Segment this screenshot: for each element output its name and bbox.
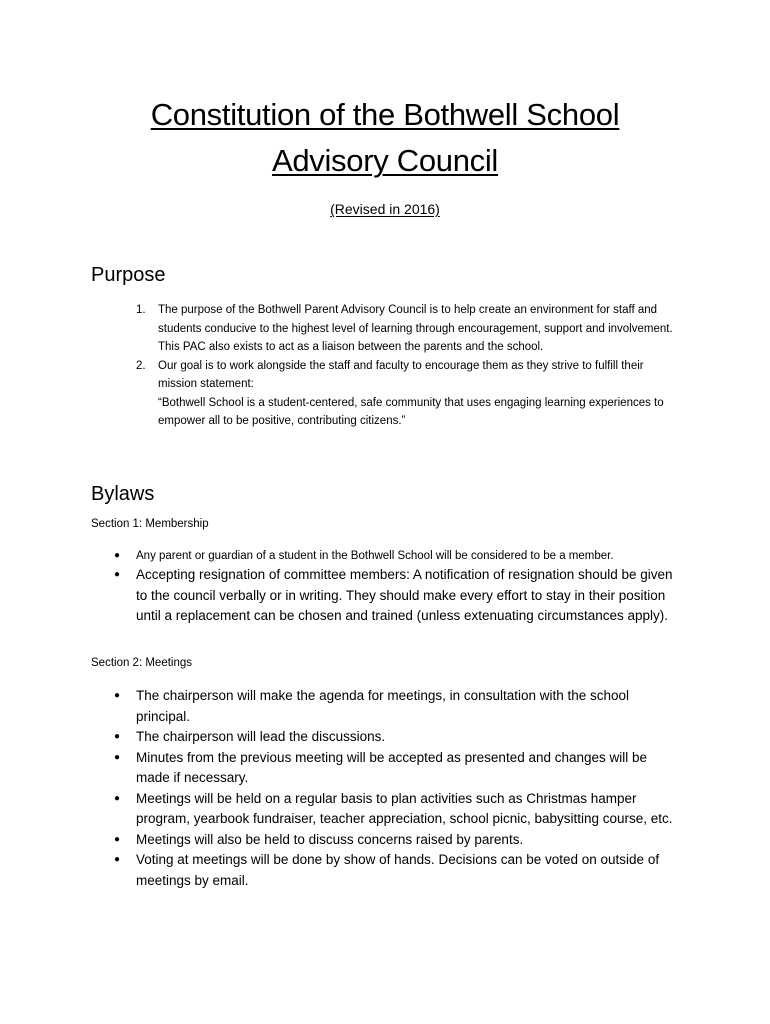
list-item-text: Voting at meetings will be done by show of hands. Decisions can be voted on outside of meetings by email. [136, 852, 660, 888]
bullet-icon: ● [114, 792, 121, 804]
document-title-line-1: Constitution of the Bothwell School [150, 97, 620, 132]
list-item-text: Meetings will be held on a regular basis to plan activities such as Christmas hamper program, yearbook fundraiser, teacher appreciation, school picnic, babysitting course, etc. [136, 790, 673, 826]
list-item [114, 748, 680, 789]
section-2-title: Section 2: Meetings [91, 657, 193, 669]
bullet-icon: ● [114, 731, 121, 742]
section-1-title: Section 1: Membership [91, 518, 209, 530]
purpose-item-2 [136, 357, 676, 431]
purpose-item-text: The purpose of the Bothwell Parent Advisory Council is to help create an environment for staff and students conducive to the highest level of learning through encouragement, support and involvement. This PAC also exists to act as a liaison between the parents and the school. [158, 304, 673, 353]
list-item-text: Accepting resignation of committee members: A notification of resignation should be given to the council verbally or in writing. They should make every effort to stay in their position until a replacement can be chosen and trained (unless extenuating circumstances apply). [136, 567, 673, 623]
bullet-icon: ● [114, 751, 121, 763]
purpose-item-number: 1. [136, 304, 146, 316]
list-item [114, 789, 680, 830]
list-item-text: Any parent or guardian of a student in the Bothwell School will be considered to be a member. [136, 550, 614, 562]
membership-list [114, 547, 680, 627]
purpose-list [136, 301, 676, 431]
list-item [114, 830, 680, 851]
list-item [114, 686, 680, 727]
list-item-text: Meetings will also be held to discuss concerns raised by parents. [136, 831, 524, 847]
list-item [114, 727, 680, 748]
list-item [114, 565, 680, 627]
purpose-heading: Purpose [91, 264, 166, 286]
meetings-list [114, 686, 680, 891]
list-item [114, 547, 680, 565]
bullet-icon: ● [114, 833, 121, 845]
bullet-icon: ● [114, 550, 121, 561]
bullet-icon: ● [114, 854, 121, 865]
list-item [114, 850, 680, 891]
bylaws-heading: Bylaws [91, 483, 155, 505]
document-title-line-2: Advisory Council [271, 143, 499, 178]
list-item-text: The chairperson will make the agenda for meetings, in consultation with the school principal. [136, 688, 630, 724]
list-item-text: The chairperson will lead the discussions. [136, 729, 386, 744]
purpose-item-text: Our goal is to work alongside the staff and faculty to encourage them as they strive to fulfill their mission statement: [158, 359, 644, 390]
purpose-item-number: 2. [136, 359, 146, 372]
list-item-text: Minutes from the previous meeting will be accepted as presented and changes will be made if necessary. [136, 749, 648, 785]
purpose-item-1 [136, 301, 676, 357]
mission-statement-quote: “Bothwell School is a student-centered, safe community that uses engaging learning experiences to empower all to be positive, contributing citizens.” [158, 396, 664, 427]
bullet-icon: ● [114, 690, 121, 701]
bullet-icon: ● [114, 569, 121, 580]
document-subtitle: (Revised in 2016) [330, 201, 440, 217]
